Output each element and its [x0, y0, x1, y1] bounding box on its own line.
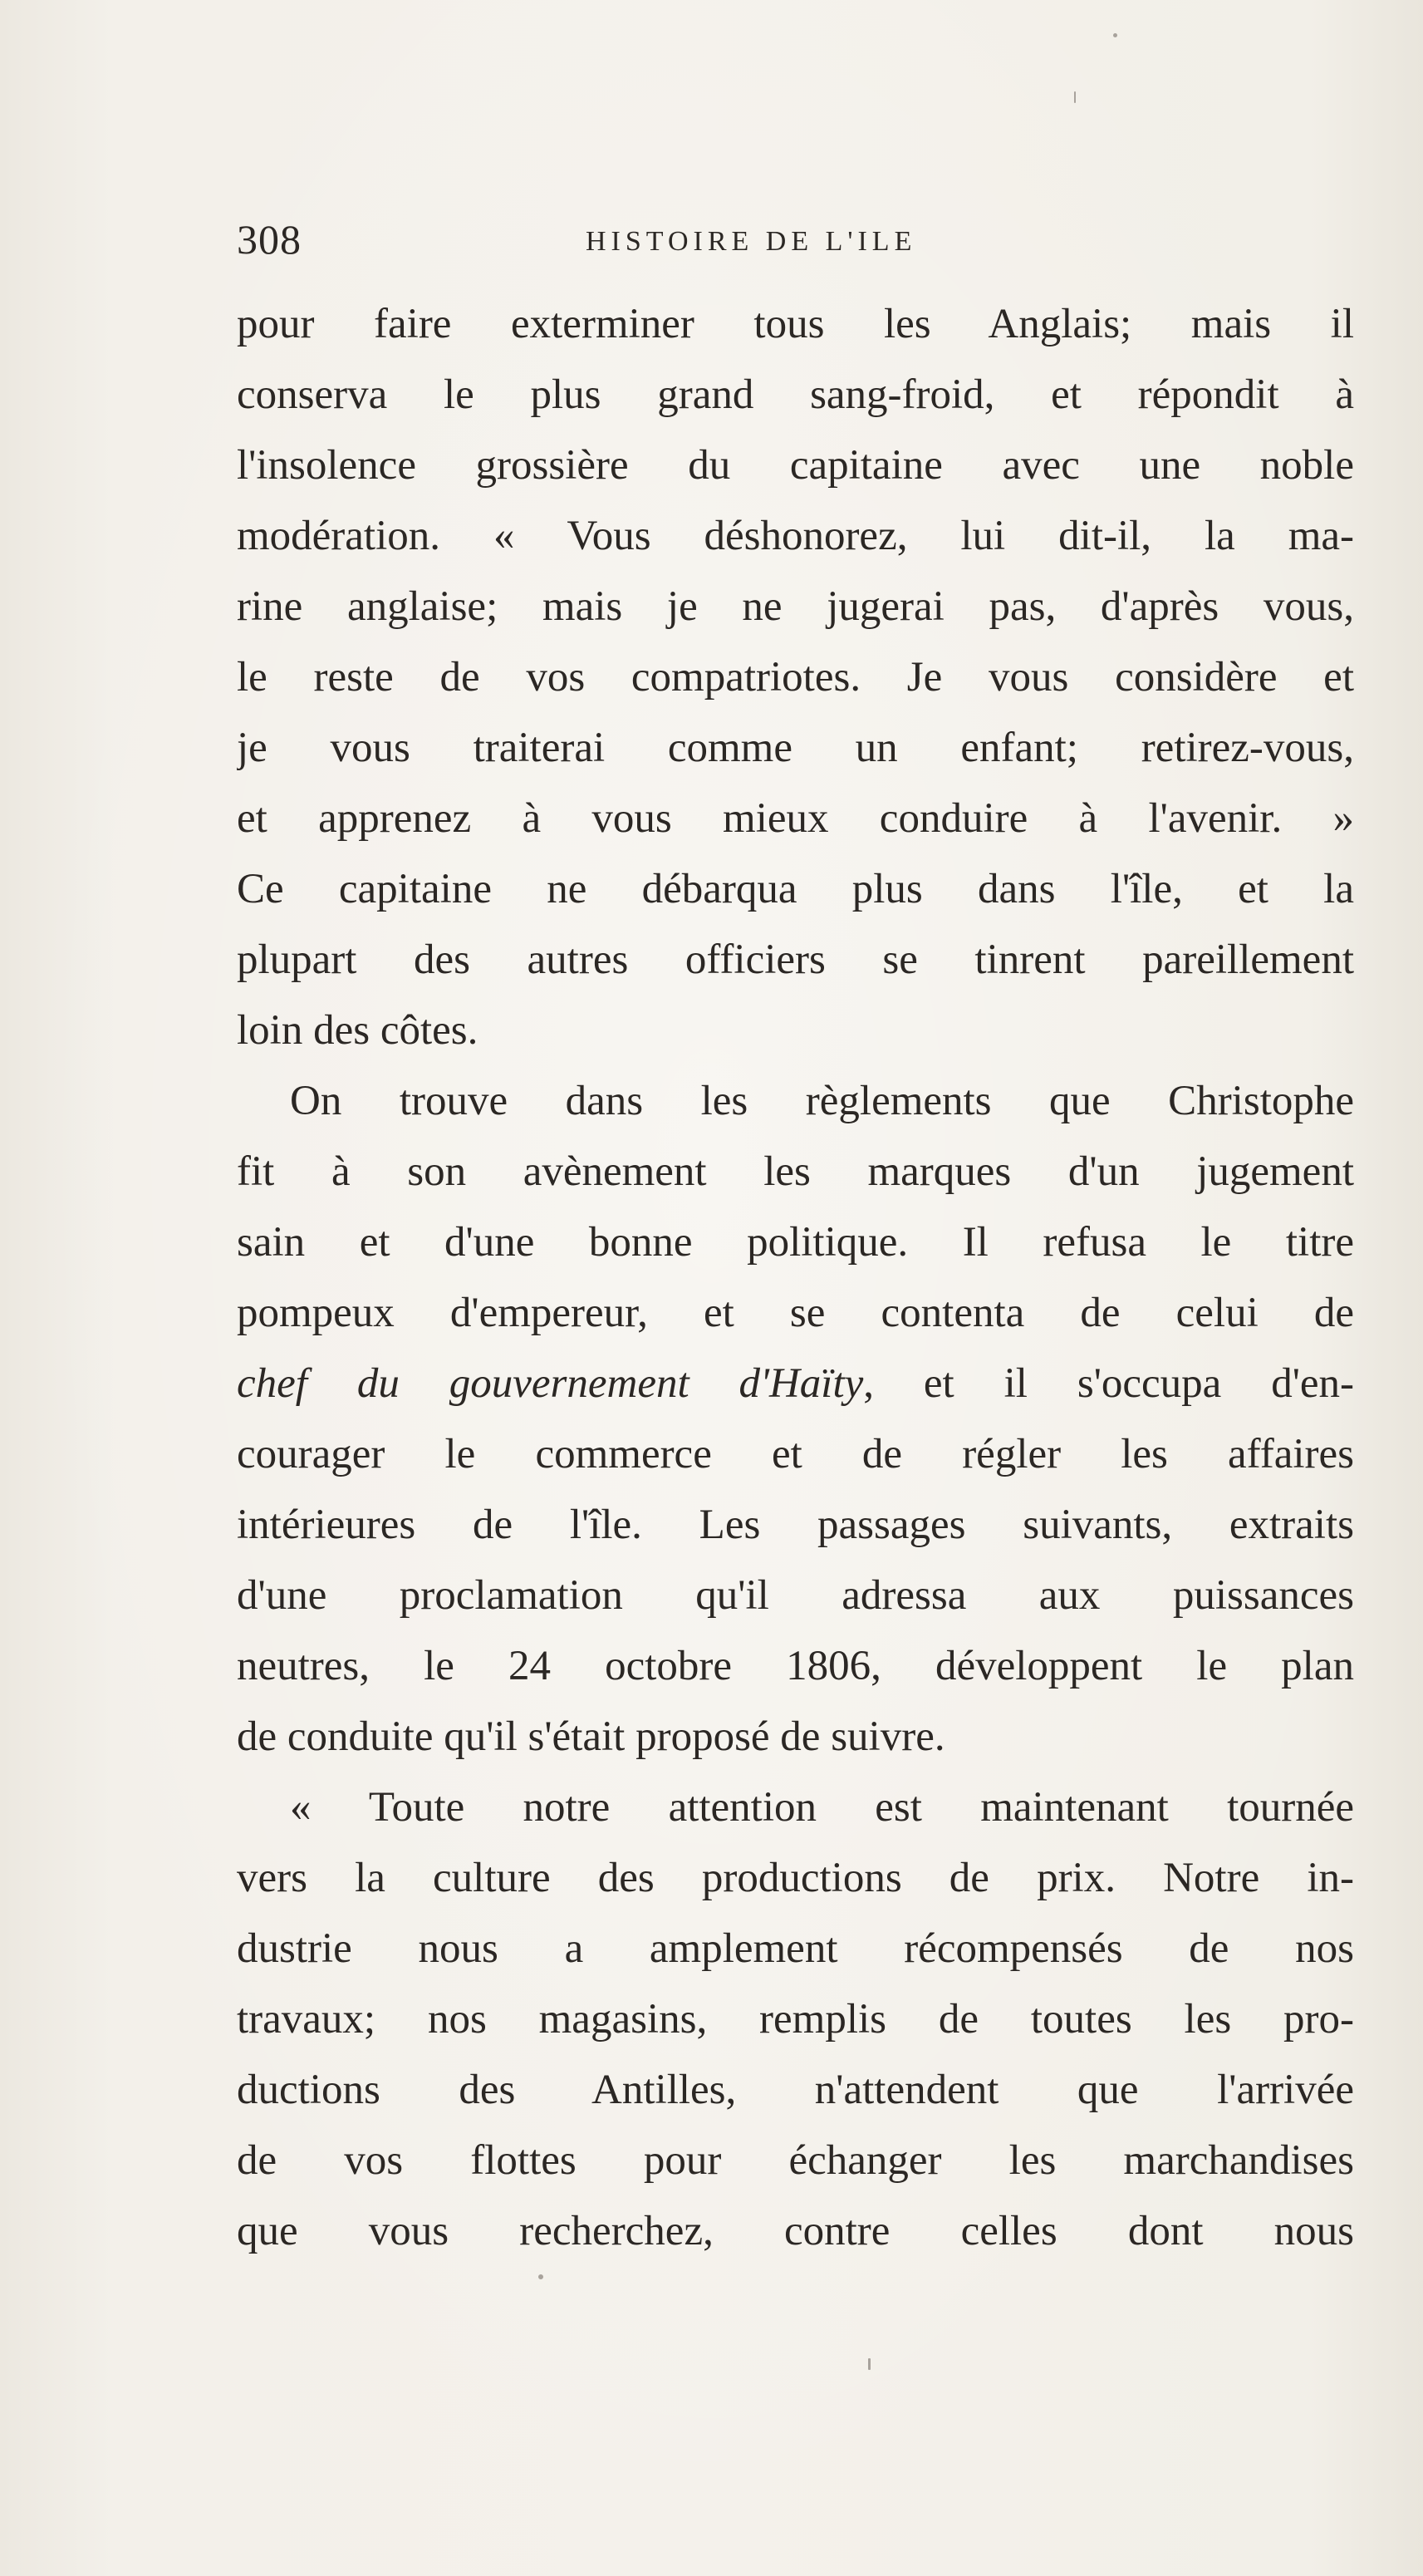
text-line: ductions des Antilles, n'attendent que l'arrivée [237, 2067, 1354, 2113]
text-line: plupart des autres officiers se tinrent pareillement [237, 937, 1354, 983]
paper-speck [1113, 33, 1117, 37]
text-line: vers la culture des productions de prix. Notre in- [237, 1855, 1354, 1901]
text-line-with-italic [237, 1349, 1354, 1419]
body-text [237, 289, 1354, 2267]
text-fragment: , et il s'occupa d'en- [863, 1360, 1354, 1407]
running-head: HISTOIRE DE L'ILE [586, 226, 917, 257]
text-line: l'insolence grossière du capitaine avec une noble [237, 442, 1354, 489]
text-line: travaux; nos magasins, remplis de toutes les pro- [237, 1996, 1354, 2043]
text-line: pompeux d'empereur, et se contenta de celui de [237, 1290, 1354, 1336]
text-line: neutres, le 24 octobre 1806, développent le plan [237, 1643, 1354, 1689]
page-number: 308 [237, 216, 302, 263]
text-line: fit à son avènement les marques d'un jugement [237, 1148, 1354, 1195]
paragraph-end-line: de conduite qu'il s'était proposé de suivre. [237, 1713, 945, 1760]
paragraph-end-line: loin des côtes. [237, 1007, 478, 1054]
text-line: courager le commerce et de régler les affaires [237, 1431, 1354, 1477]
text-line: conserva le plus grand sang-froid, et répondit à [237, 371, 1354, 418]
text-line: Ce capitaine ne débarqua plus dans l'île, et la [237, 866, 1354, 912]
text-line: le reste de vos compatriotes. Je vous considère et [237, 654, 1354, 701]
paragraph-start-line: « Toute notre attention est maintenant tournée [290, 1784, 1354, 1831]
text-line: modération. « Vous déshonorez, lui dit-il, la ma- [237, 513, 1354, 559]
paper-speck [868, 2358, 871, 2370]
text-line: je vous traiterai comme un enfant; retirez-vous, [237, 725, 1354, 771]
text-line: de vos flottes pour échanger les marchandises [237, 2137, 1354, 2184]
italic-title: chef du gouvernement d'Haïty [237, 1360, 864, 1407]
text-line: pour faire exterminer tous les Anglais; mais il [237, 301, 1354, 347]
text-line: intérieures de l'île. Les passages suivants, extraits [237, 1502, 1354, 1548]
text-line: que vous recherchez, contre celles dont nous [237, 2208, 1354, 2254]
paper-speck [538, 2274, 543, 2279]
text-line: sain et d'une bonne politique. Il refusa le titre [237, 1219, 1354, 1266]
text-line: d'une proclamation qu'il adressa aux puissances [237, 1572, 1354, 1619]
page-header [237, 214, 1354, 264]
paper-speck [1074, 91, 1076, 103]
paragraph-start-line: On trouve dans les règlements que Christophe [290, 1078, 1354, 1124]
text-line: et apprenez à vous mieux conduire à l'avenir. » [237, 795, 1354, 842]
text-line: dustrie nous a amplement récompensés de nos [237, 1925, 1354, 1972]
text-line: rine anglaise; mais je ne jugerai pas, d'après vous, [237, 583, 1354, 630]
